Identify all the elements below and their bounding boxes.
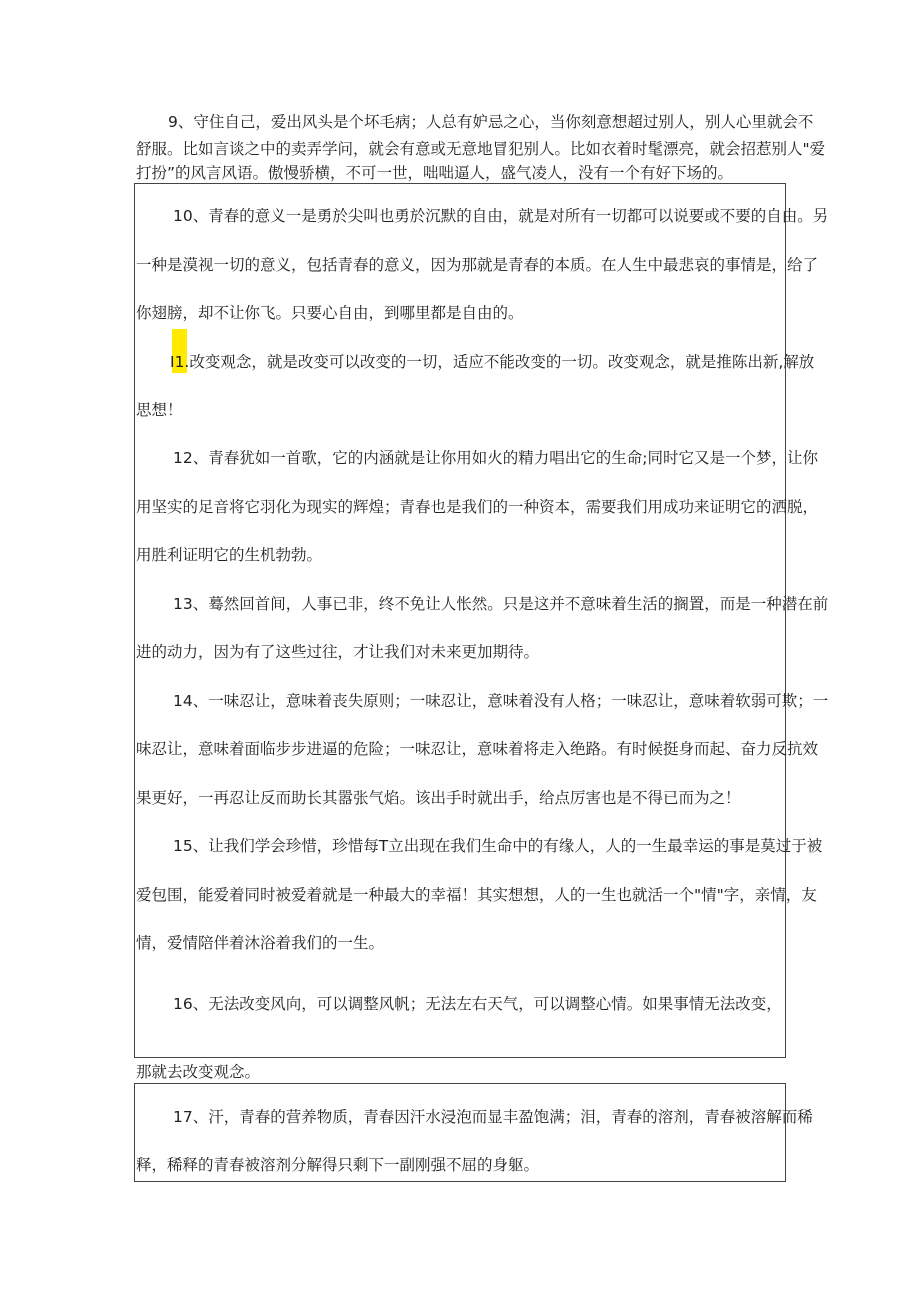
paragraph-16-line-1: 16、无法改变风向，可以调整风帆；无法左右天气，可以调整心情。如果事情无法改变，	[173, 995, 782, 1013]
paragraph-9-line-1: 9、守住自己，爱出风头是个坏毛病；人总有妒忌之心，当你刻意想超过别人，别人心里就会不	[168, 113, 814, 131]
paragraph-17-line-1: 17、汗，青春的营养物质，青春因汗水浸泡而显丰盈饱满；泪，青春的溶剂，青春被溶解而稀	[173, 1108, 813, 1126]
paragraph-12-line-1: 12、青春犹如一首歌，它的内涵就是让你用如火的精力唱出它的生命;同时它又是一个梦，让你	[173, 449, 818, 467]
paragraph-11-line-1: I1.改变观念，就是改变可以改变的一切，适应不能改变的一切。改变观念，就是推陈出新,解放	[170, 353, 815, 371]
paragraph-14-line-3: 果更好，一再忍让反而助长其嚣张气焰。该出手时就出手，给点厉害也是不得已而为之！	[136, 789, 741, 807]
paragraph-17-line-2: 释，稀释的青春被溶剂分解得只剩下一副刚强不屈的身躯。	[136, 1156, 540, 1174]
paragraph-11-line-2: 思想！	[136, 401, 183, 419]
paragraph-15-line-1: 15、让我们学会珍惜，珍惜每T立出现在我们生命中的有缘人，人的一生最幸运的事是莫过于被	[173, 837, 823, 855]
paragraph-10-line-3: 你翅膀，却不让你飞。只要心自由，到哪里都是自由的。	[136, 304, 524, 322]
paragraph-15-line-3: 情，爱情陪伴着沐浴着我们的一生。	[136, 934, 385, 952]
paragraph-15-line-2: 爱包围，能爱着同时被爱着就是一种最大的幸福！其实想想，人的一生也就活一个"情"字，亲情，友	[136, 886, 817, 904]
paragraph-12-line-2: 用坚实的足音将它羽化为现实的辉煌；青春也是我们的一种资本，需要我们用成功来证明它的洒脱，	[136, 498, 819, 516]
paragraph-13-line-1: 13、蓦然回首间，人事已非，终不免让人怅然。只是这并不意味着生活的搁置，而是一种潜在前	[173, 595, 829, 613]
paragraph-9-line-3: 打扮”的风言风语。傲慢骄横，不可一世，咄咄逼人，盛气凌人，没有一个有好下场的。	[136, 164, 734, 182]
paragraph-9-line-2: 舒服。比如言谈之中的卖弄学问，就会有意或无意地冒犯别人。比如衣着时髦漂亮，就会招惹别人"爱	[136, 140, 826, 158]
paragraph-10-line-1: 10、青春的意义一是勇於尖叫也勇於沉默的自由，就是对所有一切都可以说要或不要的自由。另	[173, 207, 829, 225]
paragraph-16-line-2: 那就去改变观念。	[136, 1063, 261, 1081]
paragraph-14-line-1: 14、一味忍让，意味着丧失原则；一味忍让，意味着没有人格；一味忍让，意味着软弱可欺；一	[173, 692, 829, 710]
paragraph-10-line-2: 一种是漠视一切的意义，包括青春的意义，因为那就是青春的本质。在人生中最悲哀的事情是，给了	[136, 256, 819, 274]
paragraph-13-line-2: 进的动力，因为有了这些过往，才让我们对未来更加期待。	[136, 643, 540, 661]
paragraph-14-line-2: 味忍让，意味着面临步步进逼的危险；一味忍让，意味着将走入绝路。有时候挺身而起、奋力反抗效	[136, 740, 819, 758]
paragraph-12-line-3: 用胜利证明它的生机勃勃。	[136, 546, 323, 564]
